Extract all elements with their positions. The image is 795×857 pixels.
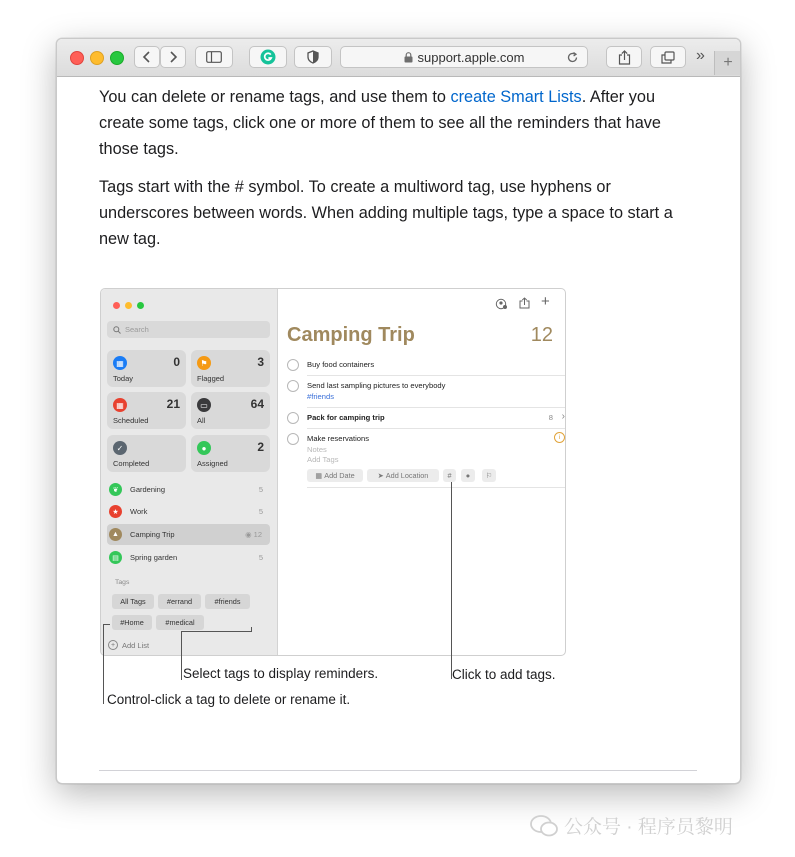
- list-count: 12: [253, 530, 262, 539]
- reminder-checkbox: [287, 380, 299, 392]
- back-button[interactable]: [134, 46, 160, 68]
- add-tag-chip: #: [443, 469, 456, 482]
- shared-icon: ◉: [245, 530, 252, 539]
- smart-list-count: 64: [250, 397, 264, 411]
- callout-click-add-tags: Click to add tags.: [452, 667, 556, 682]
- subtask-count: 8: [548, 413, 553, 422]
- plus-circle-icon: +: [108, 640, 118, 650]
- callout-bracket-end: [251, 627, 252, 632]
- list-count-large: 12: [530, 324, 553, 346]
- reminder-checkbox: [287, 412, 299, 424]
- list-label: Spring garden: [130, 553, 178, 562]
- new-tab-button[interactable]: [714, 51, 741, 75]
- flag-icon: ⚑: [197, 356, 211, 370]
- tag-home: #Home: [112, 615, 152, 630]
- para1-text-after: . After you create some tags, click one or more of them to see all the reminders that have those tags.: [99, 88, 661, 158]
- chevron-right-icon: ›: [561, 411, 565, 422]
- grammarly-extension-button[interactable]: [249, 46, 287, 68]
- divider: [307, 375, 565, 376]
- tray-icon: ▭: [197, 398, 211, 412]
- watermark-text: 公众号 · 程序员黎明: [564, 817, 733, 838]
- tag-errand: #errand: [158, 594, 201, 609]
- search-placeholder: Search: [125, 325, 149, 334]
- list-label: Work: [130, 507, 148, 516]
- calendar-icon: ▦: [113, 398, 127, 412]
- shield-icon: [307, 50, 319, 64]
- wechat-icon: [530, 815, 558, 837]
- reminders-screenshot: [100, 288, 566, 656]
- privacy-extension-button[interactable]: [294, 46, 332, 68]
- leaf-icon: ❦: [109, 483, 122, 496]
- tag-all-tags: All Tags: [112, 594, 154, 609]
- divider: [307, 428, 565, 429]
- more-toolbar-items-button[interactable]: »: [696, 47, 705, 64]
- checkmark-icon: ✓: [113, 441, 127, 455]
- address-text: support.apple.com: [417, 49, 525, 65]
- tent-icon: ▲: [109, 528, 122, 541]
- article-paragraph-2: Tags start with the # symbol. To create a multiword tag, use hyphens or underscores between words. When adding multiple tags, type a space to start a new tag.: [99, 178, 673, 248]
- smart-list-completed: [107, 435, 186, 472]
- para1-text: You can delete or rename tags, and use them to: [99, 88, 451, 106]
- smart-list-flagged: [191, 350, 270, 387]
- watermark: [530, 812, 733, 839]
- smart-list-today: [107, 350, 186, 387]
- reminders-search: [107, 321, 270, 338]
- smart-list-label: Today: [113, 374, 134, 383]
- lock-icon: [404, 52, 413, 63]
- reminder-checkbox: [287, 433, 299, 445]
- reload-icon[interactable]: [566, 51, 579, 64]
- add-date-chip: ▦ Add Date: [307, 469, 363, 482]
- add-location-chip: ➤ Add Location: [367, 469, 439, 482]
- reminder-title: Buy food containers: [307, 360, 375, 369]
- share-icon: [519, 297, 530, 309]
- reminders-main: [277, 289, 565, 655]
- address-bar[interactable]: [340, 46, 588, 68]
- callout-control-click: Control-click a tag to delete or rename it.: [107, 692, 351, 707]
- reminder-tag: #friends: [307, 392, 335, 401]
- share-people-icon: [495, 298, 509, 310]
- basket-icon: ▤: [109, 551, 122, 564]
- star-icon: ★: [109, 505, 122, 518]
- person-icon: ●: [461, 469, 475, 482]
- divider: [99, 770, 697, 771]
- smart-list-label: Assigned: [197, 459, 228, 468]
- search-icon: [113, 326, 121, 334]
- reminders-sidebar: [101, 289, 278, 655]
- reminder-add-tags: Add Tags: [307, 455, 339, 464]
- callout-line-control-click: [103, 624, 104, 704]
- close-window-button[interactable]: [70, 51, 84, 65]
- article-paragraph-1: [99, 84, 699, 162]
- list-label: Gardening: [130, 485, 166, 494]
- chevron-right-icon: [168, 51, 178, 63]
- sidebar-toggle-button[interactable]: [195, 46, 233, 68]
- callout-line-select: [181, 631, 182, 680]
- tags-header: Tags: [115, 579, 130, 586]
- divider: [307, 487, 565, 488]
- smart-list-count: 2: [257, 440, 264, 454]
- list-count: 5: [258, 507, 263, 516]
- reminder-title: Pack for camping trip: [307, 413, 385, 422]
- tab-overview-button[interactable]: [650, 46, 686, 68]
- shot-zoom-dot: [137, 302, 144, 309]
- plus-icon: +: [723, 54, 733, 71]
- smart-list-scheduled: [107, 392, 186, 429]
- chevron-left-icon: [142, 51, 152, 63]
- list-item-camping-trip: [107, 524, 270, 545]
- list-item-gardening: [109, 479, 271, 500]
- smart-list-count: 0: [173, 355, 180, 369]
- callout-bracket-control: [103, 624, 110, 625]
- smart-list-count: 3: [257, 355, 264, 369]
- reminder-notes: Notes: [307, 445, 327, 454]
- sidebar-icon: [206, 51, 222, 63]
- list-count: 5: [258, 485, 263, 494]
- info-icon: i: [554, 432, 565, 443]
- list-title: Camping Trip: [287, 324, 415, 346]
- tabs-icon: [661, 51, 675, 64]
- add-list-label: Add List: [122, 640, 150, 650]
- smart-list-label: Completed: [113, 459, 150, 468]
- smart-list-all: [191, 392, 270, 429]
- divider: [307, 407, 565, 408]
- create-smart-lists-link[interactable]: create Smart Lists: [450, 88, 582, 106]
- tag-friends: #friends: [205, 594, 250, 609]
- list-count: 5: [258, 553, 263, 562]
- smart-list-assigned: [191, 435, 270, 472]
- grammarly-icon: [260, 49, 276, 65]
- reminder-title: Make reservations: [307, 434, 370, 443]
- calendar-icon: ▦: [113, 356, 127, 370]
- smart-list-count: 21: [166, 397, 180, 411]
- add-reminder-icon: +: [541, 293, 550, 310]
- reminder-checkbox: [287, 359, 299, 371]
- person-icon: ●: [197, 441, 211, 455]
- list-label: Camping Trip: [130, 530, 175, 539]
- callout-bracket-select: [181, 631, 251, 632]
- tag-medical: #medical: [156, 615, 204, 630]
- list-item-spring-garden: [109, 547, 271, 568]
- callout-line-add-tags: [451, 482, 452, 679]
- shot-close-dot: [113, 302, 120, 309]
- browser-window: [56, 38, 741, 784]
- browser-toolbar: [57, 39, 740, 77]
- smart-list-label: All: [197, 416, 206, 425]
- forward-button[interactable]: [160, 46, 186, 68]
- callout-select-tags: Select tags to display reminders.: [183, 666, 379, 681]
- shot-minimize-dot: [125, 302, 132, 309]
- add-list-button: [108, 640, 149, 650]
- share-button[interactable]: [606, 46, 642, 68]
- zoom-window-button[interactable]: [110, 51, 124, 65]
- share-icon: [618, 50, 631, 65]
- flag-icon: ⚐: [482, 469, 496, 482]
- smart-list-label: Flagged: [197, 374, 225, 383]
- add-location-label: Add Location: [385, 471, 429, 480]
- reminder-title: Send last sampling pictures to everybody: [307, 381, 446, 390]
- list-item-work: [109, 501, 271, 522]
- add-date-label: Add Date: [324, 471, 355, 480]
- minimize-window-button[interactable]: [90, 51, 104, 65]
- smart-list-label: Scheduled: [113, 416, 149, 425]
